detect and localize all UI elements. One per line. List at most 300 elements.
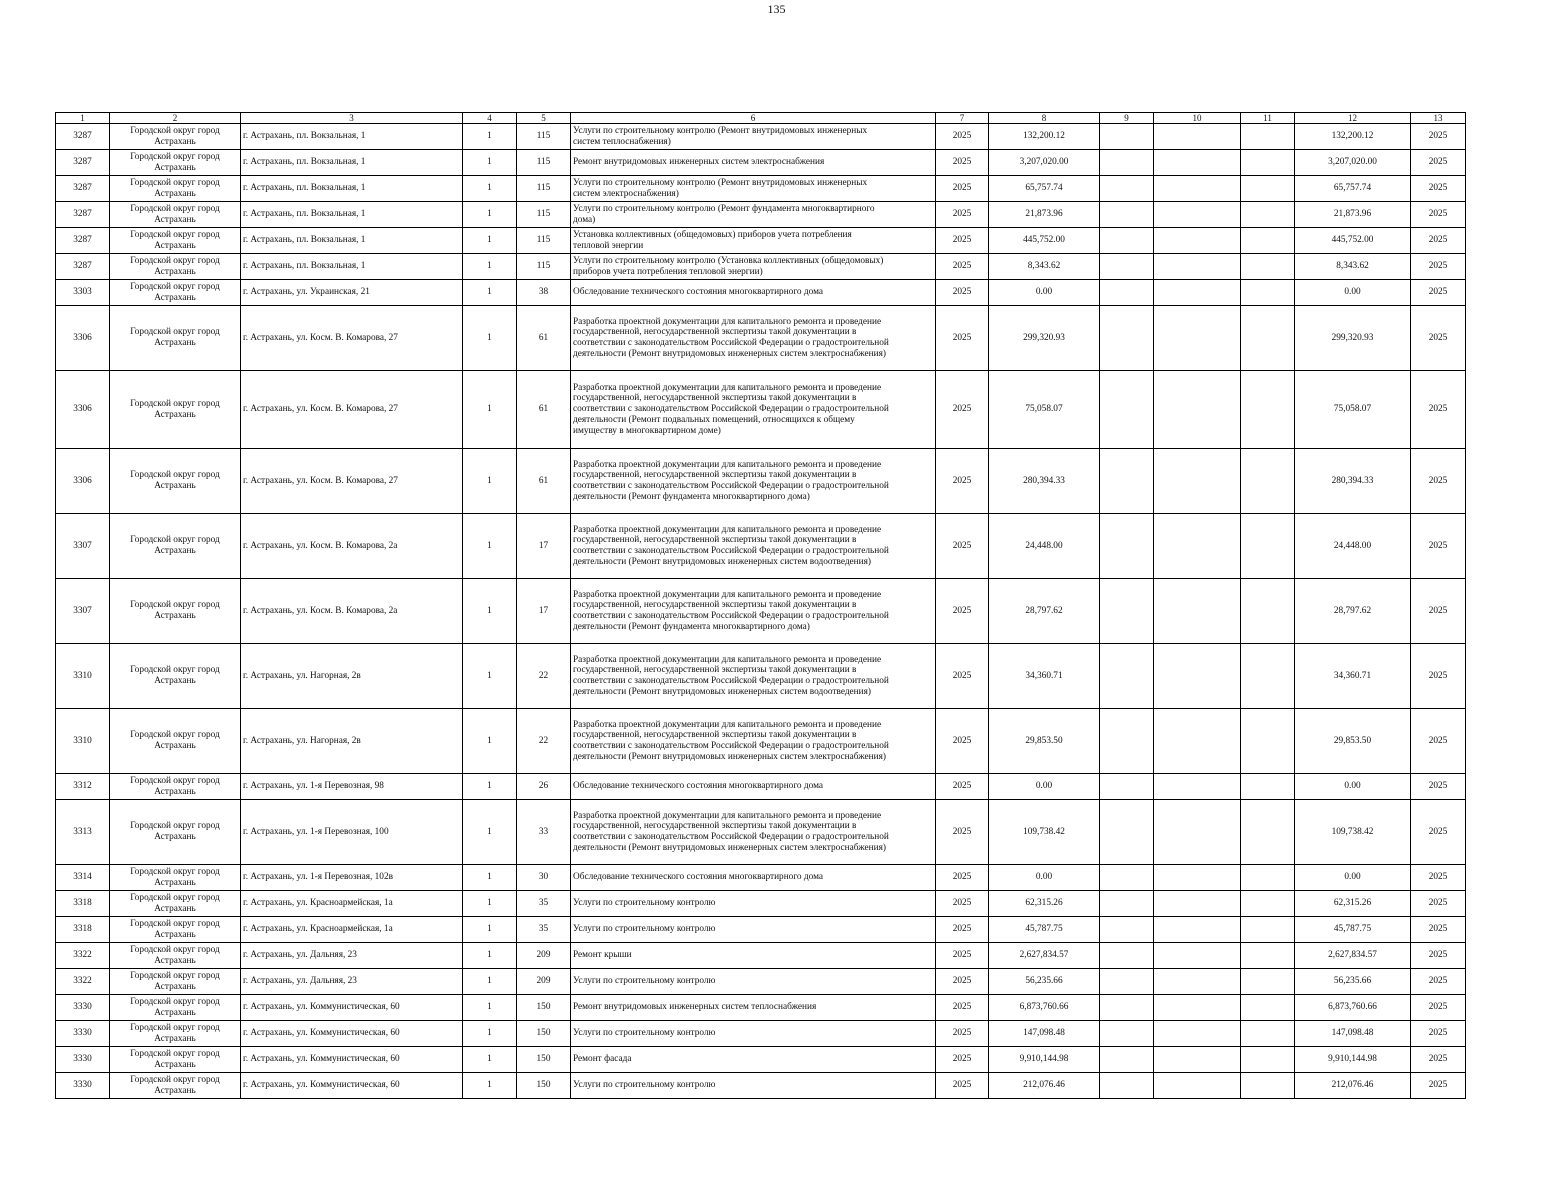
total-cost-cell: 445,752.00 (1295, 228, 1411, 254)
column-number-9: 9 (1100, 113, 1154, 124)
cost-cell: 0.00 (989, 280, 1100, 306)
column-5-cell: 150 (517, 1047, 571, 1073)
municipality-cell: Городской округ город Астрахань (110, 202, 241, 228)
column-5-cell: 115 (517, 150, 571, 176)
table-row (56, 579, 1466, 644)
column-number-8: 8 (989, 113, 1100, 124)
municipality-cell: Городской округ город Астрахань (110, 150, 241, 176)
total-cost-cell: 8,343.62 (1295, 254, 1411, 280)
address-cell: г. Астрахань, пл. Вокзальная, 1 (241, 150, 463, 176)
total-cost-cell: 65,757.74 (1295, 176, 1411, 202)
total-cost-cell: 109,738.42 (1295, 800, 1411, 865)
column-9-cell (1100, 228, 1154, 254)
column-10-cell (1154, 124, 1241, 150)
column-10-cell (1154, 969, 1241, 995)
municipality-cell: Городской округ город Астрахань (110, 969, 241, 995)
table-row (56, 943, 1466, 969)
record-number-cell: 3330 (56, 1021, 110, 1047)
column-9-cell (1100, 280, 1154, 306)
completion-year-cell: 2025 (1411, 579, 1466, 644)
record-number-cell: 3306 (56, 371, 110, 449)
total-cost-cell: 24,448.00 (1295, 514, 1411, 579)
municipality-cell: Городской округ город Астрахань (110, 306, 241, 371)
cost-cell: 45,787.75 (989, 917, 1100, 943)
work-type-cell: Обследование технического состояния многоквартирного дома (571, 280, 936, 306)
column-11-cell (1241, 124, 1295, 150)
capital-repair-table (55, 112, 1466, 1099)
municipality-cell: Городской округ город Астрахань (110, 943, 241, 969)
column-5-cell: 61 (517, 306, 571, 371)
cost-cell: 34,360.71 (989, 644, 1100, 709)
record-number-cell: 3310 (56, 644, 110, 709)
column-5-cell: 150 (517, 1021, 571, 1047)
year-cell: 2025 (936, 969, 989, 995)
column-9-cell (1100, 995, 1154, 1021)
total-cost-cell: 21,873.96 (1295, 202, 1411, 228)
year-cell: 2025 (936, 774, 989, 800)
total-cost-cell: 0.00 (1295, 865, 1411, 891)
address-cell: г. Астрахань, ул. Косм. В. Комарова, 27 (241, 371, 463, 449)
address-cell: г. Астрахань, ул. Косм. В. Комарова, 2а (241, 579, 463, 644)
column-11-cell (1241, 371, 1295, 449)
address-cell: г. Астрахань, ул. 1-я Перевозная, 100 (241, 800, 463, 865)
completion-year-cell: 2025 (1411, 1021, 1466, 1047)
address-cell: г. Астрахань, ул. Украинская, 21 (241, 280, 463, 306)
record-number-cell: 3322 (56, 969, 110, 995)
table-row (56, 865, 1466, 891)
completion-year-cell: 2025 (1411, 202, 1466, 228)
address-cell: г. Астрахань, пл. Вокзальная, 1 (241, 228, 463, 254)
work-type-cell: Разработка проектной документации для капитального ремонта и проведение государственной, негосударственной экспертизы такой документации в соответствии с законодательством Российской Федерации о градостроительной деятельности (Ремонт фундамента многоквартирного дома) (571, 449, 936, 514)
record-number-cell: 3307 (56, 514, 110, 579)
year-cell: 2025 (936, 579, 989, 644)
cost-cell: 2,627,834.57 (989, 943, 1100, 969)
cost-cell: 0.00 (989, 774, 1100, 800)
column-9-cell (1100, 800, 1154, 865)
table-row (56, 280, 1466, 306)
year-cell: 2025 (936, 228, 989, 254)
column-11-cell (1241, 917, 1295, 943)
cost-cell: 62,315.26 (989, 891, 1100, 917)
column-10-cell (1154, 1047, 1241, 1073)
municipality-cell: Городской округ город Астрахань (110, 1047, 241, 1073)
address-cell: г. Астрахань, пл. Вокзальная, 1 (241, 176, 463, 202)
column-4-cell: 1 (463, 800, 517, 865)
work-type-cell: Разработка проектной документации для капитального ремонта и проведение государственной, негосударственной экспертизы такой документации в соответствии с законодательством Российской Федерации о градостроительной деятельности (Ремонт внутридомовых инженерных систем электроснабжения) (571, 306, 936, 371)
column-5-cell: 35 (517, 891, 571, 917)
total-cost-cell: 147,098.48 (1295, 1021, 1411, 1047)
column-9-cell (1100, 124, 1154, 150)
address-cell: г. Астрахань, ул. Коммунистическая, 60 (241, 1021, 463, 1047)
column-number-11: 11 (1241, 113, 1295, 124)
column-5-cell: 209 (517, 943, 571, 969)
address-cell: г. Астрахань, ул. Нагорная, 2в (241, 644, 463, 709)
table-row (56, 306, 1466, 371)
column-11-cell (1241, 1021, 1295, 1047)
column-4-cell: 1 (463, 254, 517, 280)
work-type-cell: Услуги по строительному контролю (Ремонт внутридомовых инженерных систем теплоснабжения) (571, 124, 936, 150)
year-cell: 2025 (936, 371, 989, 449)
column-5-cell: 209 (517, 969, 571, 995)
municipality-cell: Городской округ город Астрахань (110, 1021, 241, 1047)
column-4-cell: 1 (463, 124, 517, 150)
completion-year-cell: 2025 (1411, 514, 1466, 579)
year-cell: 2025 (936, 306, 989, 371)
column-10-cell (1154, 917, 1241, 943)
column-9-cell (1100, 1021, 1154, 1047)
cost-cell: 65,757.74 (989, 176, 1100, 202)
column-4-cell: 1 (463, 150, 517, 176)
total-cost-cell: 280,394.33 (1295, 449, 1411, 514)
table-row (56, 202, 1466, 228)
cost-cell: 21,873.96 (989, 202, 1100, 228)
total-cost-cell: 299,320.93 (1295, 306, 1411, 371)
column-4-cell: 1 (463, 891, 517, 917)
column-4-cell: 1 (463, 969, 517, 995)
column-9-cell (1100, 514, 1154, 579)
column-number-2: 2 (110, 113, 241, 124)
column-9-cell (1100, 644, 1154, 709)
municipality-cell: Городской округ город Астрахань (110, 371, 241, 449)
table-row (56, 254, 1466, 280)
total-cost-cell: 75,058.07 (1295, 371, 1411, 449)
cost-cell: 280,394.33 (989, 449, 1100, 514)
column-9-cell (1100, 969, 1154, 995)
work-type-cell: Услуги по строительному контролю (Установка коллективных (общедомовых) приборов учета потребления тепловой энергии) (571, 254, 936, 280)
table-row (56, 514, 1466, 579)
completion-year-cell: 2025 (1411, 891, 1466, 917)
column-11-cell (1241, 306, 1295, 371)
table-row (56, 150, 1466, 176)
column-4-cell: 1 (463, 1073, 517, 1099)
column-4-cell: 1 (463, 280, 517, 306)
cost-cell: 29,853.50 (989, 709, 1100, 774)
column-9-cell (1100, 306, 1154, 371)
record-number-cell: 3287 (56, 150, 110, 176)
municipality-cell: Городской округ город Астрахань (110, 644, 241, 709)
column-5-cell: 61 (517, 371, 571, 449)
total-cost-cell: 45,787.75 (1295, 917, 1411, 943)
address-cell: г. Астрахань, ул. Нагорная, 2в (241, 709, 463, 774)
column-5-cell: 38 (517, 280, 571, 306)
column-number-10: 10 (1154, 113, 1241, 124)
column-5-cell: 26 (517, 774, 571, 800)
column-10-cell (1154, 176, 1241, 202)
column-number-1: 1 (56, 113, 110, 124)
column-number-12: 12 (1295, 113, 1411, 124)
address-cell: г. Астрахань, ул. Коммунистическая, 60 (241, 1073, 463, 1099)
column-9-cell (1100, 150, 1154, 176)
column-4-cell: 1 (463, 371, 517, 449)
completion-year-cell: 2025 (1411, 917, 1466, 943)
work-type-cell: Разработка проектной документации для капитального ремонта и проведение государственной, негосударственной экспертизы такой документации в соответствии с законодательством Российской Федерации о градостроительной деятельности (Ремонт внутридомовых инженерных систем электроснабжения) (571, 800, 936, 865)
total-cost-cell: 28,797.62 (1295, 579, 1411, 644)
column-11-cell (1241, 449, 1295, 514)
column-9-cell (1100, 774, 1154, 800)
column-11-cell (1241, 514, 1295, 579)
column-10-cell (1154, 228, 1241, 254)
column-11-cell (1241, 150, 1295, 176)
column-number-13: 13 (1411, 113, 1466, 124)
address-cell: г. Астрахань, ул. Красноармейская, 1а (241, 917, 463, 943)
column-10-cell (1154, 943, 1241, 969)
column-number-row (56, 113, 1466, 124)
column-10-cell (1154, 514, 1241, 579)
municipality-cell: Городской округ город Астрахань (110, 579, 241, 644)
record-number-cell: 3307 (56, 579, 110, 644)
year-cell: 2025 (936, 917, 989, 943)
column-10-cell (1154, 995, 1241, 1021)
address-cell: г. Астрахань, ул. Косм. В. Комарова, 27 (241, 449, 463, 514)
column-number-7: 7 (936, 113, 989, 124)
year-cell: 2025 (936, 124, 989, 150)
municipality-cell: Городской округ город Астрахань (110, 228, 241, 254)
column-9-cell (1100, 449, 1154, 514)
column-4-cell: 1 (463, 579, 517, 644)
column-10-cell (1154, 644, 1241, 709)
record-number-cell: 3306 (56, 306, 110, 371)
table-row (56, 228, 1466, 254)
column-10-cell (1154, 371, 1241, 449)
completion-year-cell: 2025 (1411, 176, 1466, 202)
cost-cell: 212,076.46 (989, 1073, 1100, 1099)
year-cell: 2025 (936, 514, 989, 579)
year-cell: 2025 (936, 865, 989, 891)
total-cost-cell: 132,200.12 (1295, 124, 1411, 150)
municipality-cell: Городской округ город Астрахань (110, 891, 241, 917)
column-5-cell: 17 (517, 579, 571, 644)
column-11-cell (1241, 995, 1295, 1021)
work-type-cell: Услуги по строительному контролю (571, 1021, 936, 1047)
record-number-cell: 3322 (56, 943, 110, 969)
municipality-cell: Городской округ город Астрахань (110, 514, 241, 579)
address-cell: г. Астрахань, пл. Вокзальная, 1 (241, 254, 463, 280)
completion-year-cell: 2025 (1411, 1073, 1466, 1099)
column-9-cell (1100, 891, 1154, 917)
table-row (56, 644, 1466, 709)
column-5-cell: 115 (517, 202, 571, 228)
column-11-cell (1241, 644, 1295, 709)
column-11-cell (1241, 176, 1295, 202)
table-row (56, 124, 1466, 150)
year-cell: 2025 (936, 644, 989, 709)
work-type-cell: Разработка проектной документации для капитального ремонта и проведение государственной, негосударственной экспертизы такой документации в соответствии с законодательством Российской Федерации о градостроительной деятельности (Ремонт подвальных помещений, относящихся к общему имуществу в многоквартирном доме) (571, 371, 936, 449)
table-row (56, 800, 1466, 865)
work-type-cell: Установка коллективных (общедомовых) приборов учета потребления тепловой энергии (571, 228, 936, 254)
completion-year-cell: 2025 (1411, 280, 1466, 306)
year-cell: 2025 (936, 202, 989, 228)
column-11-cell (1241, 709, 1295, 774)
completion-year-cell: 2025 (1411, 1047, 1466, 1073)
municipality-cell: Городской округ город Астрахань (110, 800, 241, 865)
column-9-cell (1100, 865, 1154, 891)
column-11-cell (1241, 1047, 1295, 1073)
column-10-cell (1154, 579, 1241, 644)
column-11-cell (1241, 943, 1295, 969)
work-type-cell: Услуги по строительному контролю (571, 891, 936, 917)
record-number-cell: 3306 (56, 449, 110, 514)
total-cost-cell: 56,235.66 (1295, 969, 1411, 995)
cost-cell: 6,873,760.66 (989, 995, 1100, 1021)
page-number: 135 (767, 2, 786, 16)
work-type-cell: Услуги по строительному контролю (571, 1073, 936, 1099)
total-cost-cell: 0.00 (1295, 774, 1411, 800)
total-cost-cell: 2,627,834.57 (1295, 943, 1411, 969)
column-5-cell: 115 (517, 176, 571, 202)
column-5-cell: 115 (517, 124, 571, 150)
cost-cell: 299,320.93 (989, 306, 1100, 371)
column-number-6: 6 (571, 113, 936, 124)
cost-cell: 24,448.00 (989, 514, 1100, 579)
work-type-cell: Услуги по строительному контролю (Ремонт фундамента многоквартирного дома) (571, 202, 936, 228)
completion-year-cell: 2025 (1411, 644, 1466, 709)
column-9-cell (1100, 579, 1154, 644)
table-row (56, 995, 1466, 1021)
cost-cell: 445,752.00 (989, 228, 1100, 254)
column-10-cell (1154, 800, 1241, 865)
column-10-cell (1154, 1021, 1241, 1047)
column-5-cell: 115 (517, 254, 571, 280)
cost-cell: 56,235.66 (989, 969, 1100, 995)
work-type-cell: Разработка проектной документации для капитального ремонта и проведение государственной, негосударственной экспертизы такой документации в соответствии с законодательством Российской Федерации о градостроительной деятельности (Ремонт фундамента многоквартирного дома) (571, 579, 936, 644)
municipality-cell: Городской округ город Астрахань (110, 995, 241, 1021)
record-number-cell: 3313 (56, 800, 110, 865)
table-row (56, 1073, 1466, 1099)
address-cell: г. Астрахань, ул. Красноармейская, 1а (241, 891, 463, 917)
column-11-cell (1241, 865, 1295, 891)
address-cell: г. Астрахань, ул. 1-я Перевозная, 102в (241, 865, 463, 891)
record-number-cell: 3330 (56, 1073, 110, 1099)
column-5-cell: 30 (517, 865, 571, 891)
column-11-cell (1241, 969, 1295, 995)
table-row (56, 774, 1466, 800)
record-number-cell: 3330 (56, 1047, 110, 1073)
municipality-cell: Городской округ город Астрахань (110, 774, 241, 800)
column-10-cell (1154, 254, 1241, 280)
record-number-cell: 3314 (56, 865, 110, 891)
column-4-cell: 1 (463, 865, 517, 891)
table-row (56, 891, 1466, 917)
completion-year-cell: 2025 (1411, 865, 1466, 891)
table-row (56, 917, 1466, 943)
column-4-cell: 1 (463, 449, 517, 514)
work-type-cell: Ремонт внутридомовых инженерных систем электроснабжения (571, 150, 936, 176)
column-11-cell (1241, 800, 1295, 865)
municipality-cell: Городской округ город Астрахань (110, 254, 241, 280)
cost-cell: 3,207,020.00 (989, 150, 1100, 176)
column-4-cell: 1 (463, 1047, 517, 1073)
address-cell: г. Астрахань, ул. Коммунистическая, 60 (241, 1047, 463, 1073)
column-11-cell (1241, 280, 1295, 306)
completion-year-cell: 2025 (1411, 150, 1466, 176)
column-11-cell (1241, 254, 1295, 280)
table-row (56, 449, 1466, 514)
address-cell: г. Астрахань, ул. Косм. В. Комарова, 27 (241, 306, 463, 371)
work-type-cell: Услуги по строительному контролю (571, 917, 936, 943)
table-row (56, 1047, 1466, 1073)
completion-year-cell: 2025 (1411, 228, 1466, 254)
column-9-cell (1100, 1073, 1154, 1099)
address-cell: г. Астрахань, ул. Дальняя, 23 (241, 943, 463, 969)
address-cell: г. Астрахань, ул. 1-я Перевозная, 98 (241, 774, 463, 800)
column-10-cell (1154, 1073, 1241, 1099)
municipality-cell: Городской округ город Астрахань (110, 1073, 241, 1099)
completion-year-cell: 2025 (1411, 800, 1466, 865)
column-11-cell (1241, 891, 1295, 917)
completion-year-cell: 2025 (1411, 774, 1466, 800)
year-cell: 2025 (936, 995, 989, 1021)
year-cell: 2025 (936, 943, 989, 969)
column-4-cell: 1 (463, 709, 517, 774)
cost-cell: 75,058.07 (989, 371, 1100, 449)
column-4-cell: 1 (463, 228, 517, 254)
record-number-cell: 3312 (56, 774, 110, 800)
year-cell: 2025 (936, 891, 989, 917)
cost-cell: 9,910,144.98 (989, 1047, 1100, 1073)
address-cell: г. Астрахань, ул. Коммунистическая, 60 (241, 995, 463, 1021)
column-10-cell (1154, 306, 1241, 371)
year-cell: 2025 (936, 1073, 989, 1099)
municipality-cell: Городской округ город Астрахань (110, 449, 241, 514)
completion-year-cell: 2025 (1411, 254, 1466, 280)
column-number-3: 3 (241, 113, 463, 124)
total-cost-cell: 34,360.71 (1295, 644, 1411, 709)
work-type-cell: Ремонт крыши (571, 943, 936, 969)
column-9-cell (1100, 254, 1154, 280)
year-cell: 2025 (936, 1021, 989, 1047)
column-5-cell: 22 (517, 644, 571, 709)
work-type-cell: Услуги по строительному контролю (Ремонт внутридомовых инженерных систем электроснабжения) (571, 176, 936, 202)
year-cell: 2025 (936, 449, 989, 514)
cost-cell: 8,343.62 (989, 254, 1100, 280)
address-cell: г. Астрахань, пл. Вокзальная, 1 (241, 202, 463, 228)
municipality-cell: Городской округ город Астрахань (110, 280, 241, 306)
record-number-cell: 3318 (56, 917, 110, 943)
column-9-cell (1100, 1047, 1154, 1073)
work-type-cell: Обследование технического состояния многоквартирного дома (571, 774, 936, 800)
record-number-cell: 3287 (56, 124, 110, 150)
column-5-cell: 17 (517, 514, 571, 579)
column-11-cell (1241, 774, 1295, 800)
record-number-cell: 3303 (56, 280, 110, 306)
column-5-cell: 115 (517, 228, 571, 254)
column-9-cell (1100, 371, 1154, 449)
year-cell: 2025 (936, 176, 989, 202)
address-cell: г. Астрахань, ул. Косм. В. Комарова, 2а (241, 514, 463, 579)
column-11-cell (1241, 579, 1295, 644)
year-cell: 2025 (936, 254, 989, 280)
work-type-cell: Обследование технического состояния многоквартирного дома (571, 865, 936, 891)
total-cost-cell: 9,910,144.98 (1295, 1047, 1411, 1073)
column-9-cell (1100, 176, 1154, 202)
column-10-cell (1154, 709, 1241, 774)
column-4-cell: 1 (463, 995, 517, 1021)
column-11-cell (1241, 228, 1295, 254)
column-9-cell (1100, 202, 1154, 228)
total-cost-cell: 3,207,020.00 (1295, 150, 1411, 176)
column-4-cell: 1 (463, 644, 517, 709)
column-10-cell (1154, 150, 1241, 176)
completion-year-cell: 2025 (1411, 969, 1466, 995)
column-4-cell: 1 (463, 917, 517, 943)
year-cell: 2025 (936, 150, 989, 176)
total-cost-cell: 0.00 (1295, 280, 1411, 306)
cost-cell: 28,797.62 (989, 579, 1100, 644)
table-row (56, 371, 1466, 449)
column-4-cell: 1 (463, 774, 517, 800)
year-cell: 2025 (936, 800, 989, 865)
record-number-cell: 3287 (56, 254, 110, 280)
